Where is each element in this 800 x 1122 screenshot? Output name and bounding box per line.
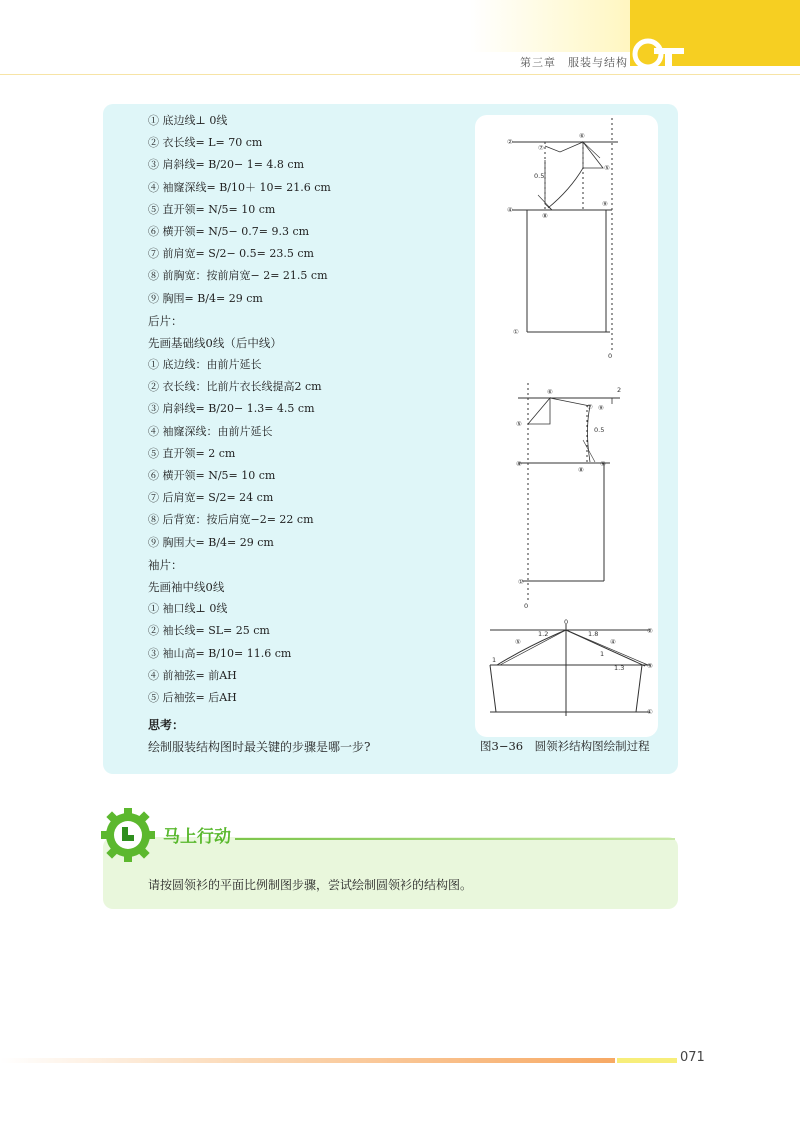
front-label: ⑤ [604, 164, 610, 172]
front-step: ② 衣长线= L= 70 cm [148, 136, 263, 150]
back-step: ② 衣长线：比前片衣长线提高2 cm [148, 380, 322, 394]
sleeve-label: 0 [564, 618, 569, 626]
back-piece-diagram [518, 383, 620, 600]
front-step: ⑨ 胸围= B/4= 29 cm [148, 291, 263, 305]
sleeve-label: 1.2 [538, 630, 549, 638]
front-step: ④ 袖窿深线= B/10＋ 10= 21.6 cm [148, 180, 331, 194]
front-label: ④ [507, 206, 513, 214]
front-label: 0.5 [534, 172, 545, 180]
sleeve-label: 1.3 [614, 664, 625, 672]
front-step: ① 底边线⊥ 0线 [148, 114, 228, 127]
page-number: 071 [680, 1050, 705, 1065]
front-label: ⑦ [538, 144, 544, 152]
back-label: ① [518, 578, 524, 586]
back-label: ⑤ [516, 420, 522, 428]
gear-hand-icon [100, 807, 160, 865]
footer-gradient-bar [0, 1058, 615, 1063]
think-question: 绘制服装结构图时最关键的步骤是哪一步? [148, 740, 371, 754]
front-label: ⑨ [602, 200, 608, 208]
sleeve-step: ② 袖长线= SL= 25 cm [148, 624, 270, 638]
back-label: ⑥ [547, 388, 553, 396]
front-step: ⑤ 直开领= N/5= 10 cm [148, 202, 276, 216]
back-step: ⑧ 后背宽：按后肩宽−2= 22 cm [148, 513, 314, 527]
action-text: 请按圆领衫的平面比例制图步骤，尝试绘制圆领衫的结构图。 [148, 878, 473, 892]
back-label: 0.5 [594, 426, 605, 434]
front-label: ⑥ [579, 132, 585, 140]
footer-accent-bar [617, 1058, 677, 1063]
back-label: ⑨ [600, 460, 606, 468]
chapter-title: 第三章 服装与结构 [520, 56, 628, 69]
sleeve-label: 1 [600, 650, 605, 658]
sleeve-section-title: 袖片： [148, 557, 183, 572]
back-label: ⑧ [578, 466, 584, 474]
action-divider [235, 838, 675, 840]
sleeve-label: ⑤ [515, 638, 521, 646]
sleeve-label: ① [647, 708, 653, 716]
back-step: ⑦ 后肩宽= S/2= 24 cm [148, 491, 274, 505]
back-step: ① 底边线：由前片延长 [148, 358, 262, 372]
back-step: ⑤ 直开领= 2 cm [148, 446, 236, 460]
sleeve-label: ② [647, 627, 653, 635]
action-title: 马上行动 [163, 827, 231, 847]
front-piece-diagram [512, 118, 618, 350]
front-label: ⑧ [542, 212, 548, 220]
sleeve-step: ③ 袖山高= B/10= 11.6 cm [148, 646, 292, 660]
front-piece-labels [507, 132, 612, 360]
back-label: 2 [617, 386, 622, 394]
back-label: 0 [524, 602, 529, 610]
sleeve-base-line: 先画袖中线0线 [148, 579, 225, 594]
back-label: ④ [516, 460, 522, 468]
back-base-line: 先画基础线0线（后中线） [148, 335, 282, 350]
back-step: ④ 袖窿深线：由前片延长 [148, 424, 273, 438]
back-label: ⑨ [598, 404, 604, 412]
back-step: ⑨ 胸围大= B/4= 29 cm [148, 535, 274, 549]
sleeve-label: ④ [610, 638, 616, 646]
front-label: ① [513, 328, 519, 336]
front-label: ② [507, 138, 513, 146]
back-step: ⑥ 横开领= N/5= 10 cm [148, 469, 276, 482]
sleeve-label: ③ [647, 662, 653, 670]
front-step: ⑥ 横开领= N/5− 0.7= 9.3 cm [148, 224, 310, 238]
sleeve-step: ⑤ 后袖弦= 后AH [148, 690, 237, 704]
back-step: ③ 肩斜线= B/20− 1.3= 4.5 cm [148, 402, 315, 416]
sleeve-diagram [490, 624, 650, 716]
figure-caption: 图3−36 圆领衫结构图绘制过程 [480, 739, 650, 753]
sleeve-step: ① 袖口线⊥ 0线 [148, 602, 228, 616]
front-step: ③ 肩斜线= B/20− 1= 4.8 cm [148, 158, 305, 172]
action-panel [103, 837, 678, 909]
think-title: 思考： [148, 718, 185, 732]
front-label: 0 [608, 352, 613, 360]
sleeve-step: ④ 前袖弦= 前AH [148, 668, 237, 682]
back-label: ⑦ [587, 403, 593, 411]
front-step: ⑦ 前肩宽= S/2− 0.5= 23.5 cm [148, 247, 314, 261]
front-step: ⑧ 前胸宽：按前肩宽− 2= 21.5 cm [148, 269, 328, 283]
sleeve-label: 1.8 [588, 630, 599, 638]
sleeve-label: 1 [492, 656, 497, 664]
back-section-title: 后片： [148, 313, 183, 328]
